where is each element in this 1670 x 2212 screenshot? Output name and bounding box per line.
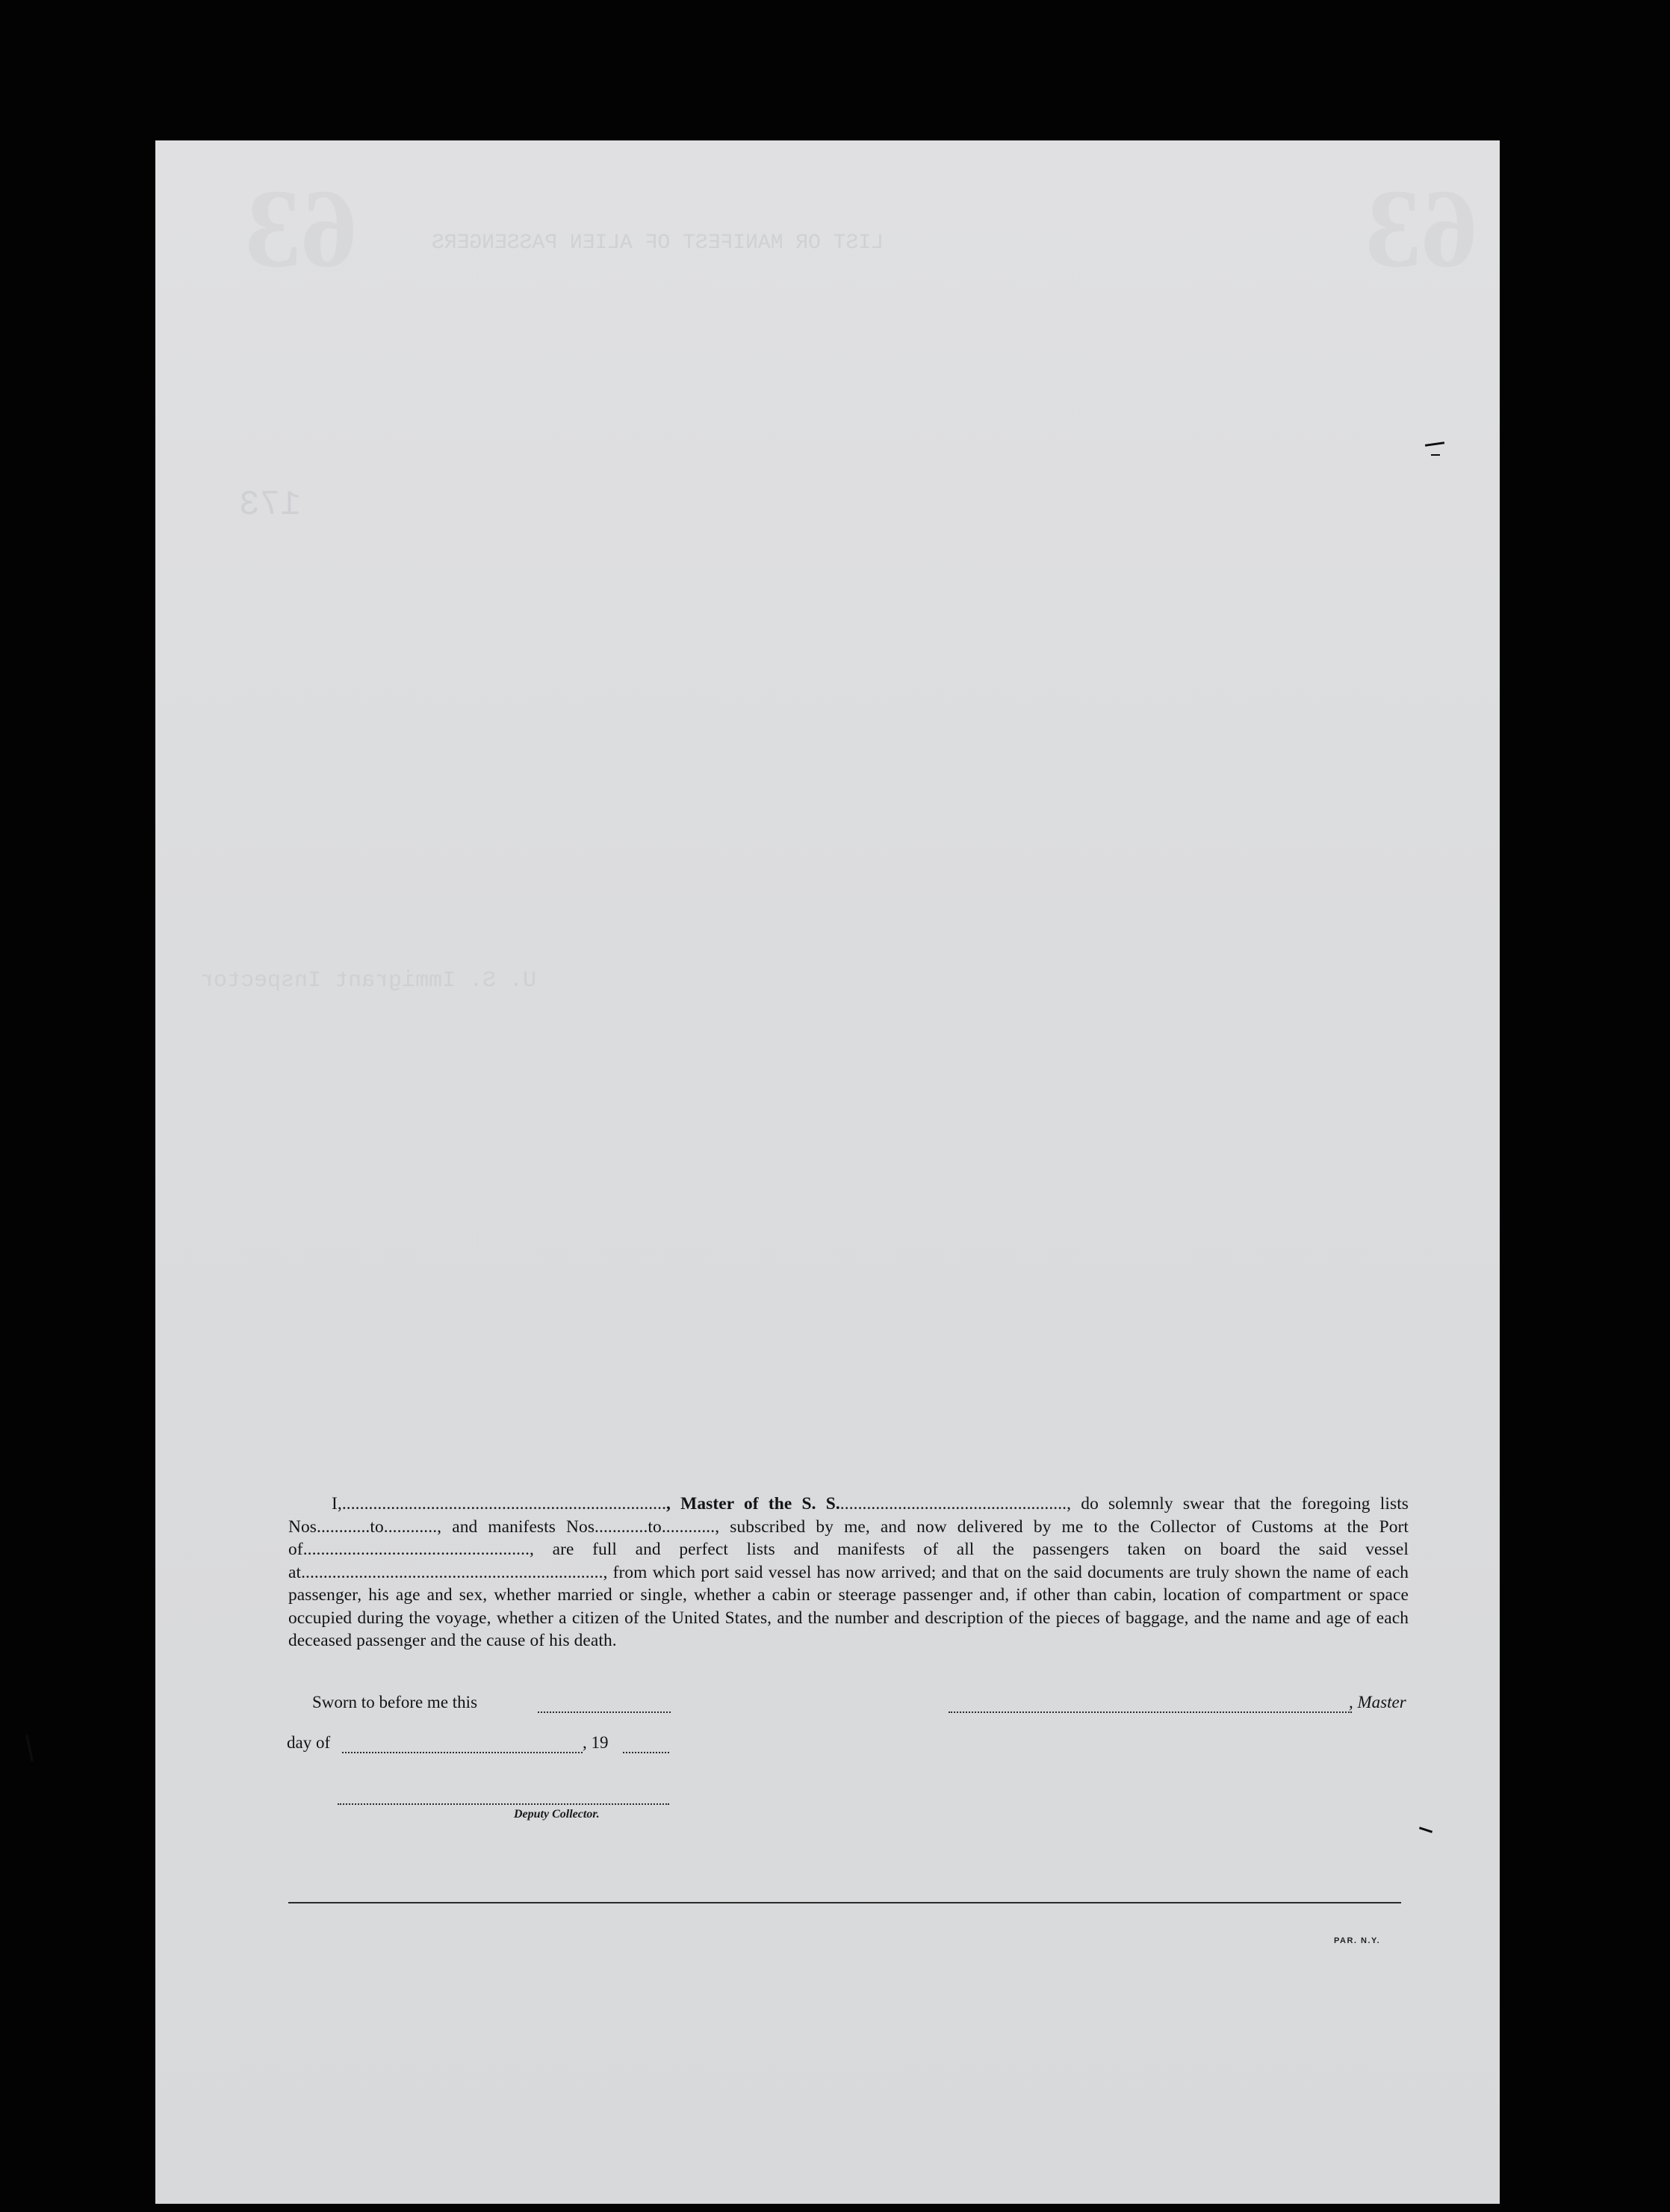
day-of-dotline	[342, 1752, 583, 1753]
master-label: , Master	[1349, 1693, 1406, 1711]
year-dotline	[623, 1752, 669, 1753]
oath-solemnly: , do solemnly	[1067, 1494, 1173, 1514]
master-oath	[288, 1493, 1409, 1652]
day-of-label: day of	[287, 1733, 331, 1752]
oath-paragraph: I,........................................................................., Master of the S. S...................................................., do solemnly swear that the foregoing lists Nos............to............, and manifests Nos............to............, subscribed by me, and now delivered by me to the Collector of Customs at the Port of..................................................., are full and perfect lists and manifests of all the passengers taken on board the said vessel at...................................................................., from which port said vessel has now arrived; and that on the said documents are truly shown the name of each passenger, his age and sex, whether married or single, whether a cabin or steerage passenger and, if other than cabin, location of compartment or space occupied during the voyage, whether a citizen of the United States, and the number and description of the pieces of baggage, and the name and age of each deceased passenger and the cause of his death.	[288, 1494, 1409, 1650]
oath-full-lists: , are full and perfect lists and manifests of all the passengers taken on board the said vessel at	[288, 1540, 1409, 1582]
margin-mark	[25, 1735, 33, 1762]
bleed-title: LIST OR MANIFEST OF ALIEN PASSENGERS	[432, 232, 884, 255]
bleed-big-mark-right: 63	[1365, 167, 1477, 291]
deputy-collector-label: Deputy Collector.	[514, 1808, 600, 1821]
year-label: , 19	[583, 1733, 609, 1752]
bleed-number: 173	[239, 486, 301, 524]
oath-to-2: to	[648, 1517, 662, 1537]
oath-master-of-ss: , Master of the S. S.	[666, 1494, 840, 1514]
sworn-dotline	[538, 1711, 671, 1713]
oath-i: I,	[332, 1494, 342, 1514]
manifest-page	[155, 140, 1500, 2204]
oath-rest: , from which port said vessel has now arrived; and that on the said documents are truly shown the name of each passenger, his age and sex, whether married or single, whether a cabin or steerage passenger and, if other than cabin, location of compartment or space occupied during the voyage, whether a citizen of the United States, and the number and description of the pieces of baggage, and the name and age of each deceased passenger and the cause of his death.	[288, 1562, 1409, 1650]
sworn-label: Sworn to before me this	[312, 1693, 478, 1711]
ink-mark	[1419, 1827, 1432, 1833]
bleed-inspector: U. S. Immigrant Inspector	[200, 968, 537, 994]
deputy-signature-line	[338, 1803, 669, 1805]
ink-mark	[1431, 454, 1440, 456]
master-signature-line	[949, 1711, 1352, 1713]
oath-manifests: , and manifests Nos	[437, 1517, 595, 1537]
printer-mark: PAR. N.Y.	[1334, 1936, 1381, 1945]
oath-subscribed: , subscribed by me, and now delivered by me to the Collector of Customs at the Port of	[288, 1517, 1409, 1559]
bleed-big-mark: 63	[245, 167, 357, 291]
oath-to-1: to	[370, 1517, 384, 1537]
ink-mark	[1425, 442, 1444, 447]
bottom-rule	[288, 1902, 1401, 1903]
oath-swear: swear that the foregoing lists Nos	[288, 1494, 1409, 1537]
